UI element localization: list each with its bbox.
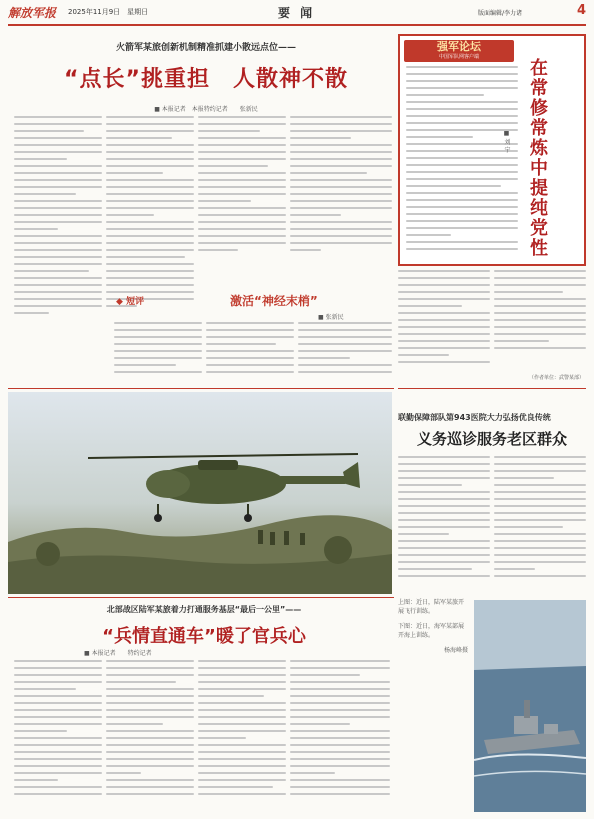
commentary-author: ■ 刘 宁 — [503, 130, 510, 153]
short-column-3 — [298, 322, 392, 384]
short-label — [116, 294, 144, 307]
editor-credit: 版面编辑/李力诸 — [478, 10, 523, 17]
helicopter-photo — [8, 392, 392, 594]
header-rule — [8, 24, 586, 26]
newspaper-logo: 解放军报 — [8, 6, 57, 20]
masthead — [8, 4, 586, 22]
north-column-1 — [14, 660, 102, 812]
north-top-rule — [8, 597, 394, 598]
commentary-source: （作者单位：武警某部） — [528, 375, 584, 381]
lead-bottom-rule — [8, 388, 394, 389]
commentary-title: 在常修常炼中提纯党性 — [527, 58, 548, 258]
short-title: 激活“神经末梢” — [230, 294, 318, 308]
north-column-2 — [106, 660, 194, 812]
commentary-logo — [404, 40, 514, 62]
north-byline: ■ 本报记者 特约记者 — [84, 650, 152, 657]
warship-photo — [474, 600, 586, 812]
short-label-text: 短评 — [126, 297, 145, 307]
diamond-icon: ◆ — [116, 297, 123, 307]
lead-kicker: 火箭军某旅创新机制精准抓建小散远点位—— — [115, 43, 296, 53]
north-column-3 — [198, 660, 286, 812]
north-title: “兵情直通车”暖了官兵心 — [102, 626, 306, 647]
short-column-2 — [206, 322, 294, 384]
north-kicker: 北部战区陆军某旅着力打通服务基层“最后一公里”—— — [106, 605, 302, 614]
photo-caption-line1: 上图：近日，陆军某旅开展飞行训练。 — [398, 599, 465, 615]
lead-byline: ■ 本报记者 本报特约记者 张新民 — [154, 106, 258, 113]
lead-column-1 — [14, 116, 102, 336]
lead-column-4 — [290, 116, 392, 280]
commentary-continued-2 — [494, 270, 586, 370]
photo-credit: 杨海峰摄 — [443, 647, 468, 654]
commentary-logo-title: 强军论坛 — [437, 40, 481, 53]
section-title: 要 闻 — [278, 6, 316, 20]
short-column-1 — [114, 322, 202, 384]
issue-date: 2025年11月9日 星期日 — [68, 8, 149, 16]
commentary-box — [398, 34, 586, 266]
north-column-4 — [290, 660, 390, 812]
hospital-column-1 — [398, 456, 490, 592]
commentary-continued-1 — [398, 270, 490, 382]
page-number: 4 — [576, 3, 586, 18]
hospital-title: 义务巡诊服务老区群众 — [416, 430, 567, 448]
hospital-kicker: 联勤保障部队第943医院大力弘扬优良传统 — [398, 413, 551, 422]
lead-title: “点长”挑重担 人散神不散 — [64, 67, 348, 92]
short-byline: ■ 张新民 — [318, 314, 344, 321]
lead-column-3 — [198, 116, 286, 280]
warship-photo-image — [474, 600, 586, 812]
commentary-bottom-rule — [398, 388, 586, 389]
helicopter-photo-image — [8, 392, 392, 594]
photo-caption — [398, 598, 468, 655]
commentary-body-left — [406, 66, 518, 262]
photo-caption-line2: 下图：近日，海军某部展开海上训练。 — [398, 623, 465, 639]
hospital-column-2 — [494, 456, 586, 592]
commentary-logo-sub: 中国军队网客户端 — [438, 54, 479, 60]
